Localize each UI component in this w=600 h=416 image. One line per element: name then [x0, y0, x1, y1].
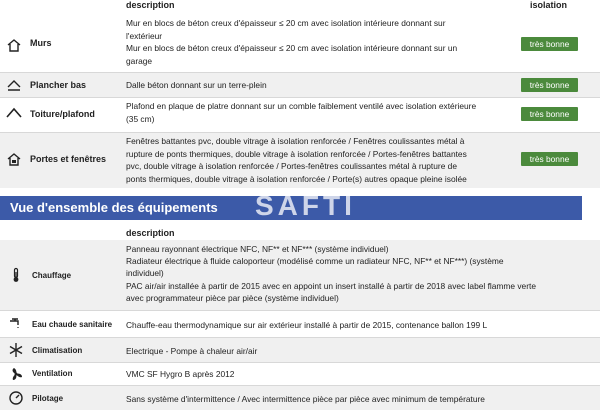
faucet-icon	[8, 316, 24, 332]
row-toiture-plafond	[0, 98, 600, 132]
house-icon	[6, 37, 22, 53]
rating-badge: très bonne	[521, 78, 578, 92]
rating-badge: très bonne	[521, 152, 578, 166]
floor-icon	[6, 77, 22, 93]
row-description: Electrique - Pompe à chaleur air/air	[126, 346, 258, 356]
row-description: Panneau rayonnant électrique NFC, NF** et NF*** (système individuel) Radiateur électrique à fluide caloporteur (modélisé comme un radiateur NFC, NF** et NF***) (système individuel) PAC air/air installée à partir de 2015 avec en appoint un insert installé à partir de 2018 avec label flamme verte avec programmateur pièce par pièce (système individuel)	[126, 244, 536, 303]
row-ventilation	[0, 363, 600, 385]
row-label: Pilotage	[32, 394, 64, 403]
row-description: Dalle béton donnant sur un terre-plein	[126, 80, 267, 90]
row-label: Climatisation	[32, 346, 83, 355]
row-label: Chauffage	[32, 271, 72, 280]
thermometer-icon	[8, 267, 24, 283]
row-description: VMC SF Hygro B après 2012	[126, 369, 235, 379]
header-description: description	[126, 228, 175, 238]
row-plancher-bas	[0, 73, 600, 97]
watermark-logo: SAFTI	[255, 190, 356, 221]
row-climatisation	[0, 338, 600, 362]
gauge-icon	[8, 390, 24, 406]
row-portes-fenetres	[0, 133, 600, 188]
row-label: Toiture/plafond	[30, 109, 95, 119]
row-label: Murs	[30, 38, 52, 48]
rating-badge: très bonne	[521, 107, 578, 121]
row-description: Sans système d'intermittence / Avec intermittence pièce par pièce avec minimum de température	[126, 394, 485, 404]
row-description: Mur en blocs de béton creux d'épaisseur ≤ 20 cm avec isolation intérieure donnant sur l'extérieur Mur en blocs de béton creux d'épaisseur ≤ 20 cm avec isolation intérieure donnant sur un garage	[126, 18, 458, 66]
rating-badge: très bonne	[521, 37, 578, 51]
row-pilotage	[0, 386, 600, 410]
row-eau-chaude	[0, 311, 600, 337]
row-label: Ventilation	[32, 369, 73, 378]
row-label: Plancher bas	[30, 80, 87, 90]
row-description: Chauffe-eau thermodynamique sur air extérieur installé à partir de 2015, contenance ballon 199 L	[126, 320, 488, 330]
section-title: Vue d'ensemble des équipements	[10, 200, 218, 215]
window-house-icon	[6, 151, 22, 167]
row-description: Fenêtres battantes pvc, double vitrage à isolation renforcée / Fenêtres coulissantes métal à rupture de ponts thermiques, double vitrage à isolation renforcée / Portes-fenêtres battantes pvc, double vitrage à isolation renforcée / Portes-fenêtres coulissantes métal à rupture de ponts thermiques, double vitrage à isolation renforcée / Porte(s) autres opaque pleine isolée	[126, 136, 467, 184]
row-chauffage	[0, 240, 600, 310]
snowflake-icon	[8, 342, 24, 358]
fan-icon	[8, 366, 24, 382]
row-description: Plafond en plaque de platre donnant sur un comble faiblement ventilé avec isolation extérieure (35 cm)	[126, 101, 477, 124]
header-description: description	[126, 0, 175, 10]
roof-icon	[6, 105, 22, 121]
row-label: Portes et fenêtres	[30, 154, 107, 164]
row-murs	[0, 16, 600, 72]
header-isolation: isolation	[530, 0, 568, 10]
row-label: Eau chaude sanitaire	[32, 320, 113, 329]
